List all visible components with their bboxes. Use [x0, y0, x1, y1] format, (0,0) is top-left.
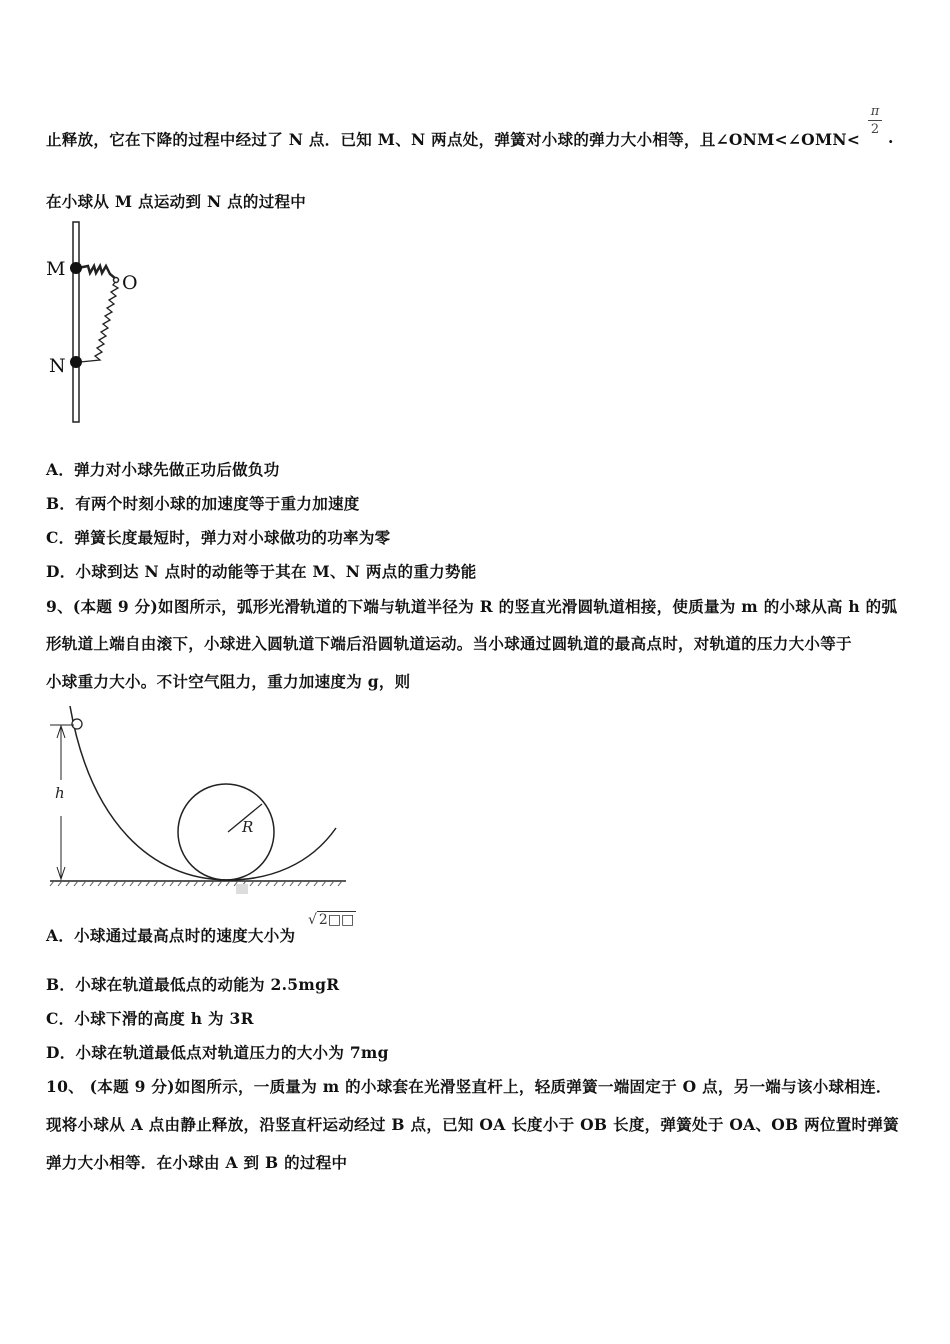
q8-stem-line2: 在小球从 M 点运动到 N 点的过程中	[46, 192, 307, 211]
contact-mark	[236, 884, 248, 894]
q9-option-a: A．小球通过最高点时的速度大小为	[46, 926, 296, 945]
circular-loop	[178, 784, 274, 880]
q9-stem-line3: 小球重力大小。不计空气阻力，重力加速度为 g，则	[46, 672, 411, 691]
q10-stem-line3: 弹力大小相等．在小球由 A 到 B 的过程中	[46, 1153, 348, 1172]
label-m: M	[46, 258, 66, 280]
ball-at-n	[70, 356, 82, 368]
fixed-point-o	[114, 278, 119, 283]
fraction-denominator: 2	[870, 122, 880, 137]
q9-option-b: B．小球在轨道最低点的动能为 2.5mgR	[46, 975, 340, 994]
spring-at-m	[78, 266, 116, 279]
q9-stem-line1: 9、(本题 9 分)如图所示，弧形光滑轨道的下端与轨道半径为 R 的竖直光滑圆轨道相接，使质量为 m 的小球从高 h 的弧	[46, 597, 898, 616]
pi-over-2-fraction	[868, 104, 882, 137]
sqrt-formula: √ 2□□	[308, 912, 355, 928]
ball-at-m	[70, 262, 82, 274]
q8-option-a: A．弹力对小球先做正功后做负功	[46, 460, 280, 479]
q9-option-d: D．小球在轨道最低点对轨道压力的大小为 7mg	[46, 1043, 389, 1062]
q8-option-d: D．小球到达 N 点时的动能等于其在 M、N 两点的重力势能	[46, 562, 477, 581]
ball-start	[72, 719, 82, 729]
spring-to-n	[80, 281, 118, 362]
q8-rod-spring-figure	[40, 220, 150, 426]
label-h: h	[55, 784, 65, 802]
q8-option-c: C．弹簧长度最短时，弹力对小球做功的功率为零	[46, 528, 391, 547]
q10-stem-line1: 10、 (本题 9 分)如图所示，一质量为 m 的小球套在光滑竖直杆上，轻质弹簧一端固定于 O 点，另一端与该小球相连．	[46, 1077, 892, 1096]
stem-period: .	[888, 128, 894, 147]
curved-track	[70, 706, 336, 880]
vertical-rod	[73, 222, 79, 422]
q8-stem-line1: 止释放，它在下降的过程中经过了 N 点．已知 M、N 两点处，弹簧对小球的弹力大小相等，且∠ONM<∠OMN<	[46, 130, 861, 149]
q9-stem-line2: 形轨道上端自由滚下，小球进入圆轨道下端后沿圆轨道运动。当小球通过圆轨道的最高点时，对轨道的压力大小等于	[46, 634, 852, 653]
q8-option-b: B．有两个时刻小球的加速度等于重力加速度	[46, 494, 360, 513]
q9-track-figure	[40, 700, 360, 900]
fraction-numerator: π	[870, 104, 880, 119]
label-o: O	[122, 272, 138, 294]
q9-option-c: C．小球下滑的高度 h 为 3R	[46, 1009, 254, 1028]
q10-stem-line2: 现将小球从 A 点由静止释放，沿竖直杆运动经过 B 点，已知 OA 长度小于 OB 长度，弹簧处于 OA、OB 两位置时弹簧	[46, 1115, 899, 1134]
label-r: R	[242, 818, 254, 836]
sqrt-radicand: 2□□	[318, 912, 355, 928]
label-n: N	[49, 355, 66, 377]
